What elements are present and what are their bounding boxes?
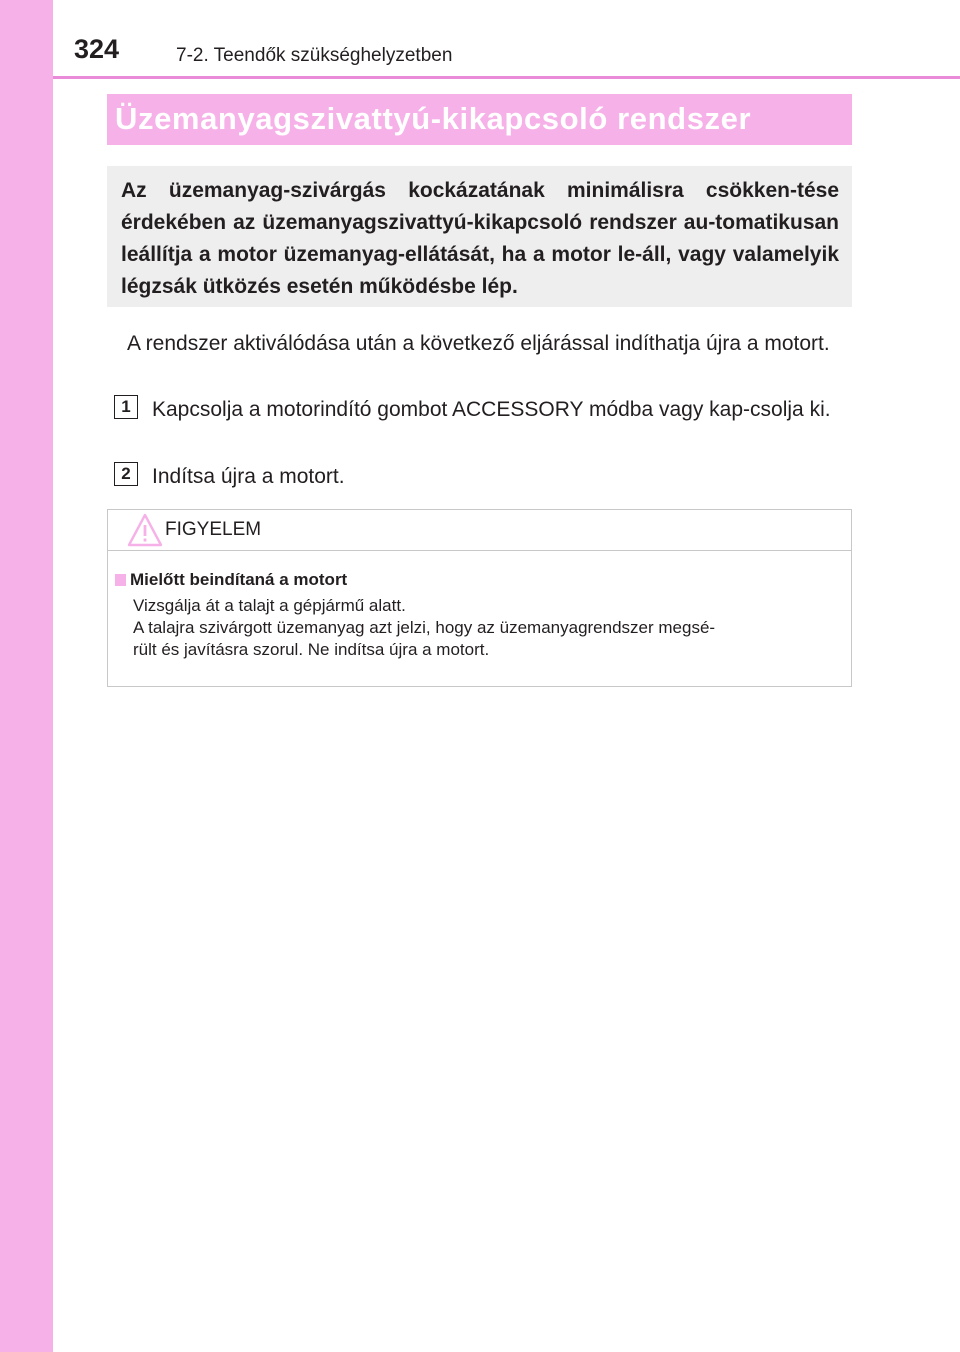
step-text: Indítsa újra a motort. xyxy=(152,465,345,488)
square-bullet-icon xyxy=(115,574,126,586)
chapter-title: 7-2. Teendők szükséghelyzetben xyxy=(176,45,453,66)
caution-heading-text: Mielőtt beindítaná a motort xyxy=(130,570,348,589)
caution-line: Vizsgálja át a talajt a gépjármű alatt. xyxy=(133,596,406,615)
step-number-badge: 2 xyxy=(114,462,138,486)
caution-line: rült és javításra szorul. Ne indítsa újra a motort. xyxy=(133,640,490,659)
caution-line: A talajra szivárgott üzemanyag azt jelzi, hogy az üzemanyagrendszer megsé- xyxy=(133,618,716,637)
caution-header-divider xyxy=(108,550,851,551)
header-divider xyxy=(53,76,960,79)
intro-text: Az üzemanyag-szivárgás kockázatának minimálisra csökken-tése érdekében az üzemanyagszivattyú-kikapcsoló rendszer au-tomatikusan leállítja a motor üzemanyag-ellátását, ha a motor le-áll, vagy valamelyik légzsák ütközés esetén működésbe lép. xyxy=(121,179,839,298)
step-number-badge: 1 xyxy=(114,395,138,419)
section-title: Üzemanyagszivattyú-kikapcsoló rendszer xyxy=(115,101,752,136)
caution-text xyxy=(133,595,845,661)
side-color-bar xyxy=(0,0,53,1352)
page-number: 324 xyxy=(74,34,120,64)
step-text: Kapcsolja a motorindító gombot ACCESSORY módba vagy kap-csolja ki. xyxy=(152,398,831,421)
caution-heading xyxy=(115,569,347,591)
warning-triangle-icon xyxy=(127,513,163,547)
caution-box xyxy=(107,509,852,687)
body-paragraph: A rendszer aktiválódása után a következő eljárással indíthatja újra a motort. xyxy=(127,332,830,355)
caution-label: FIGYELEM xyxy=(165,519,262,540)
